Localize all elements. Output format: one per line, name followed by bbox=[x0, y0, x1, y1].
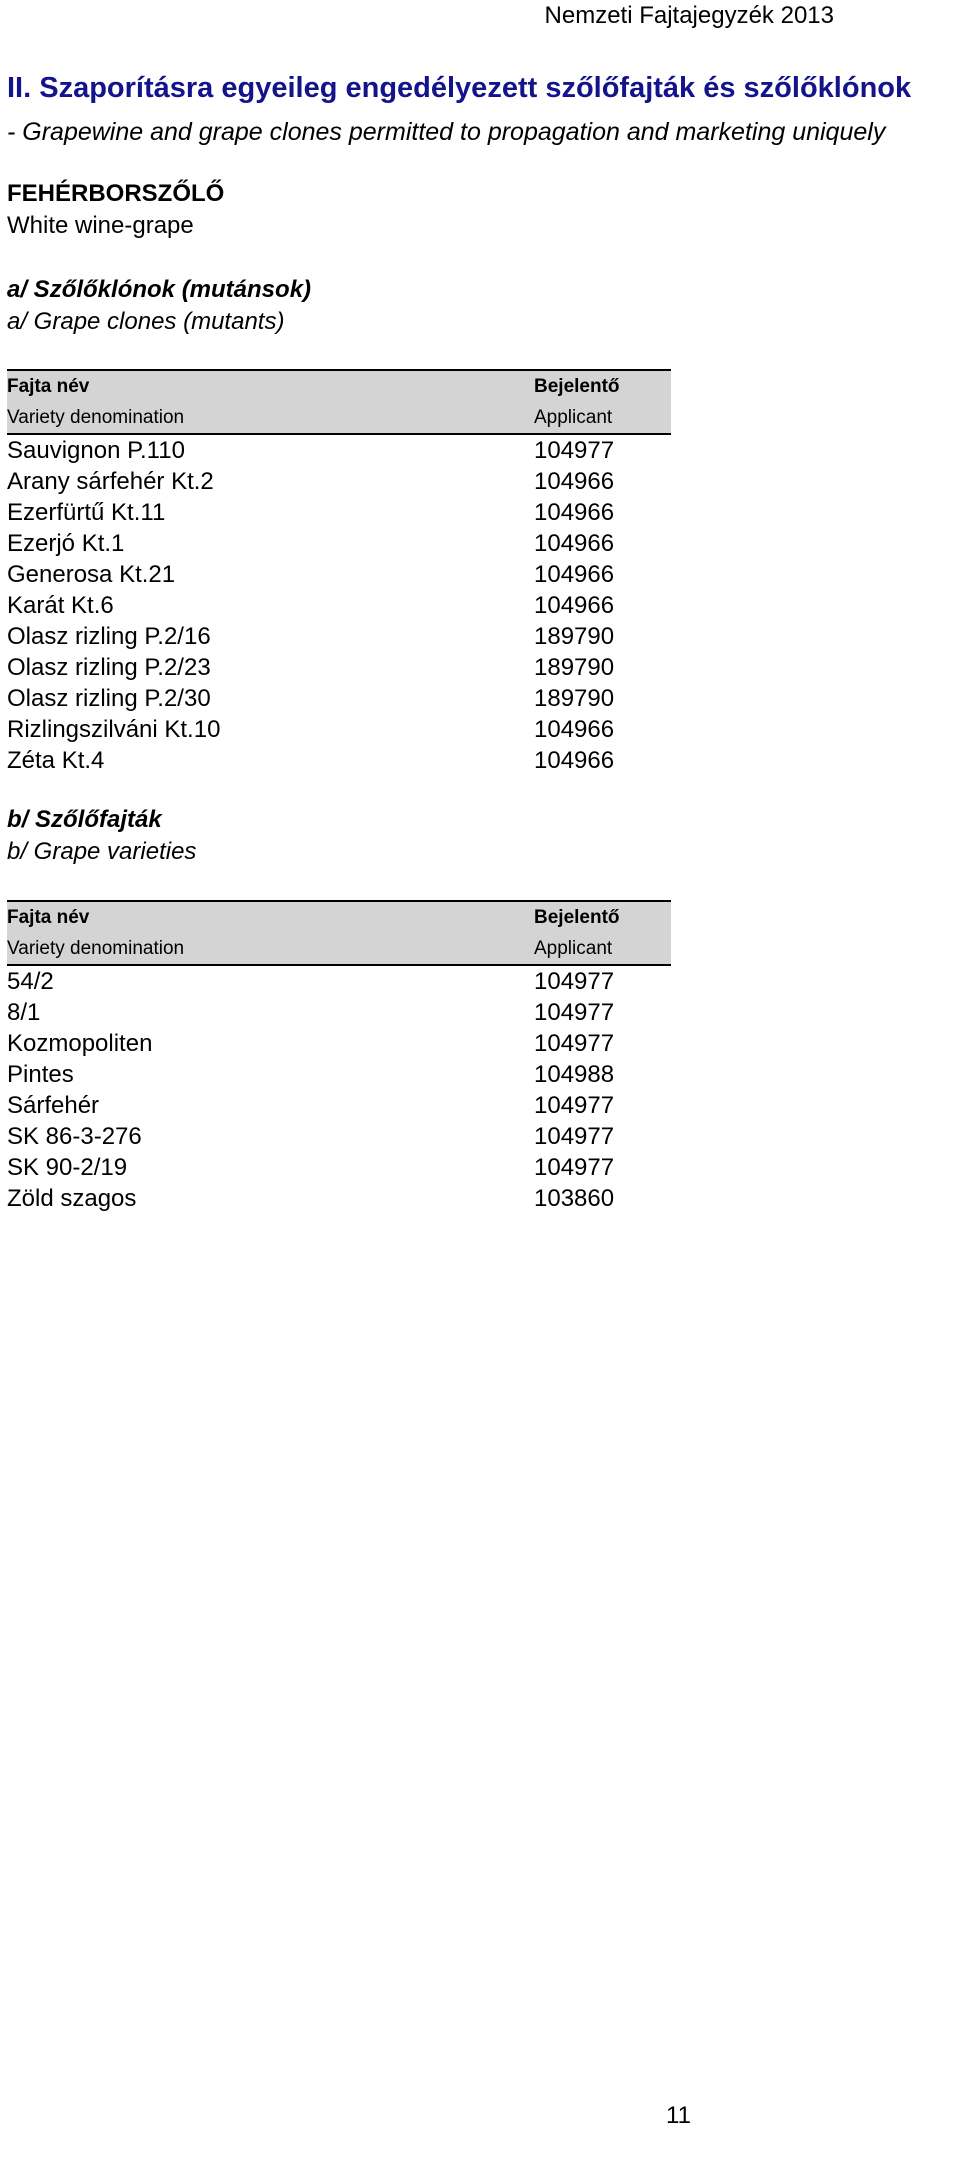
table-row bbox=[7, 528, 671, 559]
table-row bbox=[7, 1152, 671, 1183]
applicant-code: 189790 bbox=[534, 654, 615, 681]
header-applicant-hu: Bejelentő bbox=[534, 907, 620, 928]
clones-table bbox=[7, 369, 671, 776]
variety-name: Rizlingszilváni Kt.10 bbox=[7, 716, 221, 743]
applicant-code: 189790 bbox=[534, 685, 615, 712]
varieties-table-body bbox=[7, 966, 671, 1214]
applicant-code: 104977 bbox=[534, 437, 615, 464]
section-title: II. Szaporításra egyeileg engedélyezett szőlőfajták és szőlőklónok bbox=[7, 72, 912, 104]
table-row bbox=[7, 559, 671, 590]
section-subtitle: - Grapewine and grape clones permitted to propagation and marketing uniquely bbox=[7, 118, 886, 146]
applicant-code: 104988 bbox=[534, 1061, 615, 1088]
table-row bbox=[7, 1028, 671, 1059]
page-number: 11 bbox=[666, 2102, 691, 2129]
varieties-table bbox=[7, 900, 671, 1214]
applicant-code: 103860 bbox=[534, 1185, 615, 1212]
applicant-code: 189790 bbox=[534, 623, 615, 650]
applicant-code: 104977 bbox=[534, 1030, 615, 1057]
applicant-code: 104966 bbox=[534, 530, 615, 557]
header-applicant-hu: Bejelentő bbox=[534, 376, 620, 397]
varieties-subheading: b/ Grape varieties bbox=[7, 838, 197, 865]
table-row bbox=[7, 997, 671, 1028]
applicant-code: 104966 bbox=[534, 747, 615, 774]
header-name-hu: Fajta név bbox=[7, 907, 90, 928]
variety-name: Zéta Kt.4 bbox=[7, 747, 105, 774]
variety-name: 54/2 bbox=[7, 968, 54, 995]
applicant-code: 104966 bbox=[534, 468, 615, 495]
table-row bbox=[7, 497, 671, 528]
table-row bbox=[7, 652, 671, 683]
header-name-en: Variety denomination bbox=[7, 407, 185, 428]
applicant-code: 104966 bbox=[534, 561, 615, 588]
varieties-heading: b/ Szőlőfajták bbox=[7, 806, 162, 833]
clones-heading: a/ Szőlőklónok (mutánsok) bbox=[7, 276, 312, 303]
table-row bbox=[7, 435, 671, 466]
header-applicant-en: Applicant bbox=[534, 938, 613, 959]
category-title: FEHÉRBORSZŐLŐ bbox=[7, 180, 225, 207]
table-row bbox=[7, 590, 671, 621]
table-row bbox=[7, 683, 671, 714]
table-row bbox=[7, 621, 671, 652]
header-name-hu: Fajta név bbox=[7, 376, 90, 397]
table-row bbox=[7, 966, 671, 997]
header-name-en: Variety denomination bbox=[7, 938, 185, 959]
variety-name: Olasz rizling P.2/23 bbox=[7, 654, 211, 681]
applicant-code: 104977 bbox=[534, 968, 615, 995]
applicant-code: 104977 bbox=[534, 999, 615, 1026]
variety-name: Olasz rizling P.2/16 bbox=[7, 623, 211, 650]
table-row bbox=[7, 1121, 671, 1152]
clones-subheading: a/ Grape clones (mutants) bbox=[7, 308, 285, 335]
variety-name: Karát Kt.6 bbox=[7, 592, 114, 619]
variety-name: Zöld szagos bbox=[7, 1185, 137, 1212]
variety-name: Olasz rizling P.2/30 bbox=[7, 685, 211, 712]
varieties-table-header bbox=[7, 900, 671, 966]
variety-name: Sauvignon P.110 bbox=[7, 437, 185, 464]
table-row bbox=[7, 714, 671, 745]
applicant-code: 104966 bbox=[534, 499, 615, 526]
category-subtitle: White wine-grape bbox=[7, 212, 194, 239]
table-row bbox=[7, 745, 671, 776]
applicant-code: 104966 bbox=[534, 592, 615, 619]
variety-name: Kozmopoliten bbox=[7, 1030, 153, 1057]
applicant-code: 104977 bbox=[534, 1092, 615, 1119]
variety-name: Sárfehér bbox=[7, 1092, 100, 1119]
table-row bbox=[7, 466, 671, 497]
running-header: Nemzeti Fajtajegyzék 2013 bbox=[544, 2, 834, 29]
clones-table-body bbox=[7, 435, 671, 776]
variety-name: Ezerjó Kt.1 bbox=[7, 530, 125, 557]
variety-name: 8/1 bbox=[7, 999, 41, 1026]
variety-name: Pintes bbox=[7, 1061, 74, 1088]
applicant-code: 104977 bbox=[534, 1123, 615, 1150]
clones-table-header bbox=[7, 369, 671, 435]
variety-name: Arany sárfehér Kt.2 bbox=[7, 468, 214, 495]
table-row bbox=[7, 1090, 671, 1121]
table-row bbox=[7, 1059, 671, 1090]
applicant-code: 104977 bbox=[534, 1154, 615, 1181]
table-row bbox=[7, 1183, 671, 1214]
variety-name: Ezerfürtű Kt.11 bbox=[7, 499, 166, 526]
variety-name: Generosa Kt.21 bbox=[7, 561, 176, 588]
variety-name: SK 86-3-276 bbox=[7, 1123, 142, 1150]
variety-name: SK 90-2/19 bbox=[7, 1154, 128, 1181]
header-applicant-en: Applicant bbox=[534, 407, 613, 428]
applicant-code: 104966 bbox=[534, 716, 615, 743]
